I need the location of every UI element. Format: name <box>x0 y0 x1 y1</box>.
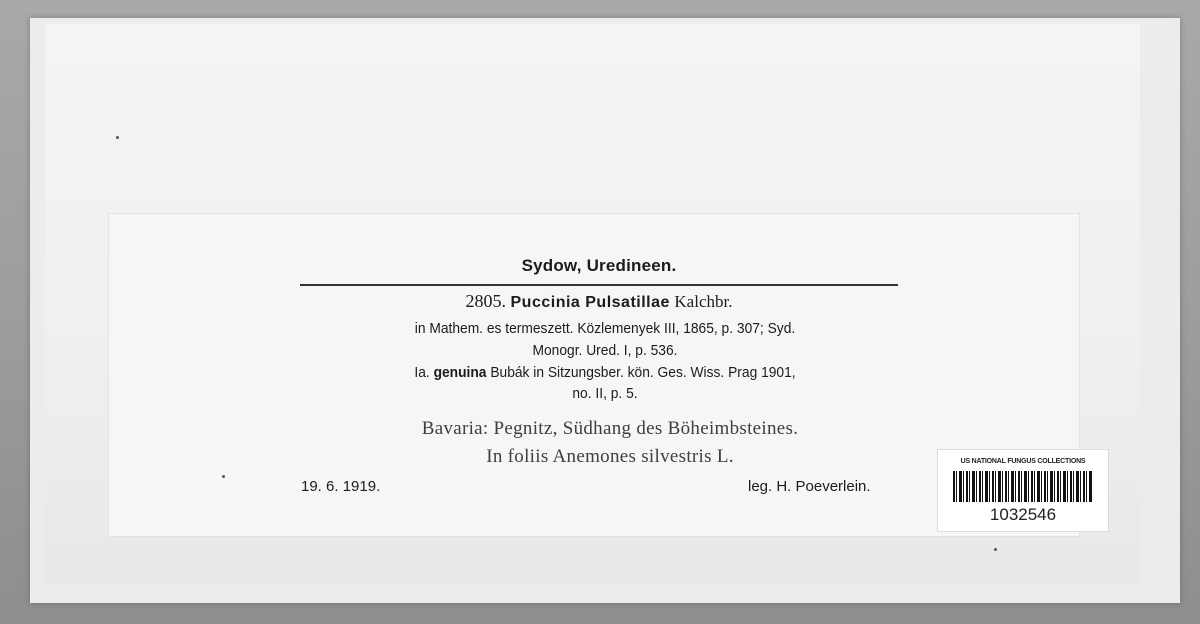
collection-date: 19. 6. 1919. <box>301 478 381 495</box>
collection-barcode-label <box>937 449 1109 532</box>
citation-line-1: in Mathem. es termeszett. Közlemenyek III, 1865, p. 307; Syd. <box>414 320 796 337</box>
citation-line-4: no. II, p. 5. <box>572 385 638 402</box>
species-line <box>300 291 898 312</box>
collector: leg. H. Poeverlein. <box>748 478 871 495</box>
citation-line-2: Monogr. Ured. I, p. 536. <box>532 342 678 359</box>
barcode-number: 1032546 <box>989 505 1057 524</box>
species-author: Kalchbr. <box>674 292 733 311</box>
species-name: Puccinia Pulsatillae <box>510 294 670 311</box>
variety-prefix: Ia. <box>414 364 430 381</box>
publisher-heading: Sydow, Uredineen. <box>521 256 677 275</box>
citation-line-3 <box>324 364 885 381</box>
exsiccata-number: 2805. <box>465 291 506 311</box>
collection-name: US NATIONAL FUNGUS COLLECTIONS <box>960 458 1086 465</box>
host-plant: In foliis Anemones silvestris L. <box>486 446 734 467</box>
variety-name: genuina <box>433 364 487 381</box>
locality: Bavaria: Pegnitz, Südhang des Böheimbsteines. <box>421 418 799 439</box>
heading-rule <box>300 284 898 286</box>
variety-citation: Bubák in Sitzungsber. kön. Ges. Wiss. Prag 1901, <box>490 364 796 381</box>
barcode <box>953 471 1093 502</box>
